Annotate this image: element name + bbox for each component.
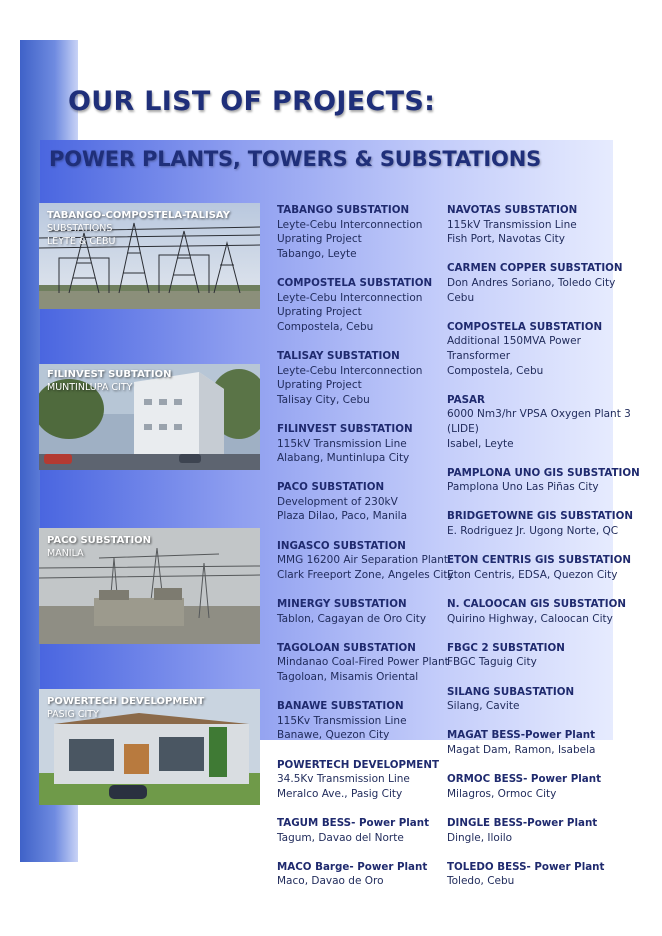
project-detail: Toledo, Cebu — [447, 875, 515, 888]
project-name: PASAR — [447, 393, 485, 406]
project-detail: 34.5Kv Transmission Line — [277, 773, 410, 786]
project-entry — [447, 860, 619, 889]
project-entry — [447, 816, 619, 845]
project-detail: 115kV Transmission Line — [277, 437, 407, 450]
project-name: DINGLE BESS-Power Plant — [447, 816, 598, 829]
photo-caption — [47, 368, 171, 394]
project-detail: Mindanao Coal-Fired Power Plant — [277, 656, 449, 669]
project-entry — [277, 203, 442, 261]
project-name: SILANG SUBASTATION — [447, 685, 575, 698]
project-detail: Transformer — [447, 349, 511, 362]
project-entry — [447, 509, 633, 538]
project-detail: Dingle, Iloilo — [447, 831, 513, 844]
project-entry — [447, 203, 619, 247]
project-detail: Quirino Highway, Caloocan City — [447, 612, 613, 625]
project-detail: Clark Freeport Zone, Angeles City — [277, 568, 454, 581]
page-subtitle: POWER PLANTS, TOWERS & SUBSTATIONS — [49, 147, 542, 171]
project-detail: 6000 Nm3/hr VPSA Oxygen Plant 3 — [447, 408, 631, 421]
photo-caption — [47, 534, 151, 560]
project-detail: Pamplona Uno Las Piñas City — [447, 481, 599, 494]
project-detail: Magat Dam, Ramon, Isabela — [447, 743, 596, 756]
project-name: PACO SUBSTATION — [277, 481, 385, 494]
project-entry — [277, 641, 449, 685]
project-name: TALISAY SUBSTATION — [277, 349, 400, 362]
project-entry — [447, 685, 619, 714]
project-detail: Leyte-Cebu Interconnection — [277, 218, 423, 231]
project-detail: Isabel, Leyte — [447, 437, 514, 450]
photo-caption-title: FILINVEST SUBTATION — [47, 369, 172, 380]
project-name: BANAWE SUBSTATION — [277, 700, 404, 713]
project-name: TABANGO SUBSTATION — [277, 204, 410, 216]
project-detail: (LIDE) — [447, 422, 479, 435]
photo-caption-line: LEYTE & CEBU — [47, 236, 116, 247]
photo-caption-line: PASIG CITY — [47, 709, 99, 720]
project-entry — [447, 261, 623, 305]
photo-powertech-development — [39, 689, 260, 805]
project-entry — [277, 860, 442, 889]
project-name: MACO Barge- Power Plant — [277, 860, 428, 873]
project-entry — [277, 758, 442, 802]
project-entry — [277, 699, 442, 743]
photo-caption — [47, 695, 204, 721]
project-entry — [447, 320, 619, 378]
project-detail: Tagum, Davao del Norte — [277, 831, 404, 844]
project-list-left — [277, 203, 454, 904]
project-detail: Alabang, Muntinlupa City — [277, 452, 410, 465]
project-detail: Leyte-Cebu Interconnection — [277, 364, 423, 377]
project-name: INGASCO SUBSTATION — [277, 539, 406, 552]
project-detail: 115Kv Transmission Line — [277, 714, 407, 727]
project-name: MINERGY SUBSTATION — [277, 598, 407, 611]
project-entry — [277, 276, 442, 334]
page-title: OUR LIST OF PROJECTS: — [68, 86, 436, 117]
photo-paco-substation — [39, 528, 260, 644]
project-entry — [447, 466, 640, 495]
project-detail: Uprating Project — [277, 233, 362, 246]
project-name: BRIDGETOWNE GIS SUBSTATION — [447, 510, 633, 523]
project-entry — [447, 728, 619, 757]
project-detail: Banawe, Quezon City — [277, 729, 390, 742]
photo-caption — [47, 209, 230, 248]
photo-caption-line: SUBSTATIONS — [47, 223, 113, 234]
project-entry — [277, 422, 442, 466]
project-detail: Silang, Cavite — [447, 700, 520, 713]
project-list-right — [447, 203, 640, 904]
project-entry — [447, 641, 619, 670]
project-detail: MMG 16200 Air Separation Plant — [277, 554, 448, 567]
project-detail: 115kV Transmission Line — [447, 218, 577, 231]
project-entry — [447, 597, 627, 626]
project-name: ETON CENTRIS GIS SUBSTATION — [447, 554, 631, 567]
project-name: N. CALOOCAN GIS SUBSTATION — [447, 598, 627, 611]
project-entry — [277, 597, 442, 626]
project-detail: Don Andres Soriano, Toledo City — [447, 276, 616, 289]
project-name: POWERTECH DEVELOPMENT — [277, 758, 439, 771]
project-detail: Compostela, Cebu — [277, 320, 374, 333]
project-detail: Tablon, Cagayan de Oro City — [277, 612, 427, 625]
project-detail: Cebu — [447, 291, 475, 304]
project-name: FILINVEST SUBSTATION — [277, 422, 413, 435]
project-detail: Compostela, Cebu — [447, 364, 544, 377]
project-entry — [277, 816, 442, 845]
project-entry — [447, 772, 619, 801]
project-name: NAVOTAS SUBSTATION — [447, 204, 578, 216]
project-detail: Maco, Davao de Oro — [277, 875, 384, 888]
project-detail: Tabango, Leyte — [277, 247, 357, 260]
project-detail: Tagoloan, Misamis Oriental — [277, 671, 419, 683]
project-name: TAGOLOAN SUBSTATION — [277, 641, 416, 654]
project-name: CARMEN COPPER SUBSTATION — [447, 262, 623, 275]
project-entry — [277, 480, 442, 524]
project-detail: Meralco Ave., Pasig City — [277, 787, 403, 800]
project-detail: Plaza Dilao, Paco, Manila — [277, 510, 408, 523]
project-name: PAMPLONA UNO GIS SUBSTATION — [447, 466, 640, 479]
photo-tabango-substation — [39, 203, 260, 309]
project-entry — [447, 393, 631, 451]
project-name: COMPOSTELA SUBSTATION — [277, 276, 433, 289]
project-name: COMPOSTELA SUBSTATION — [447, 320, 603, 333]
project-detail: Uprating Project — [277, 379, 362, 392]
project-name: MAGAT BESS-Power Plant — [447, 729, 596, 742]
project-name: ORMOC BESS- Power Plant — [447, 773, 601, 786]
project-detail: Leyte-Cebu Interconnection — [277, 291, 423, 304]
project-detail: Development of 230kV — [277, 495, 398, 508]
photo-caption-line: MUNTINLUPA CITY — [47, 382, 133, 393]
project-detail: FBGC Taguig City — [447, 656, 537, 669]
photo-caption-title: POWERTECH DEVELOPMENT — [47, 696, 205, 707]
photo-filinvest-substation — [39, 364, 260, 470]
project-detail: Fish Port, Navotas City — [447, 233, 566, 246]
project-name: FBGC 2 SUBSTATION — [447, 641, 565, 654]
project-entry — [277, 539, 454, 583]
project-entry — [277, 349, 442, 407]
project-detail: E. Rodriguez Jr. Ugong Norte, QC — [447, 525, 619, 538]
photo-caption-title: PACO SUBSTATION — [47, 535, 152, 546]
photo-caption-title: TABANGO-COMPOSTELA-TALISAY — [47, 210, 230, 221]
project-detail: Additional 150MVA Power — [447, 335, 581, 348]
project-detail: Talisay City, Cebu — [277, 393, 370, 406]
project-detail: Milagros, Ormoc City — [447, 787, 557, 800]
project-detail: Uprating Project — [277, 306, 362, 319]
project-name: TAGUM BESS- Power Plant — [277, 816, 430, 829]
project-detail: Eton Centris, EDSA, Quezon City — [447, 568, 618, 581]
project-name: TOLEDO BESS- Power Plant — [447, 860, 605, 873]
project-entry — [447, 553, 631, 582]
photo-caption-line: MANILA — [47, 548, 84, 559]
